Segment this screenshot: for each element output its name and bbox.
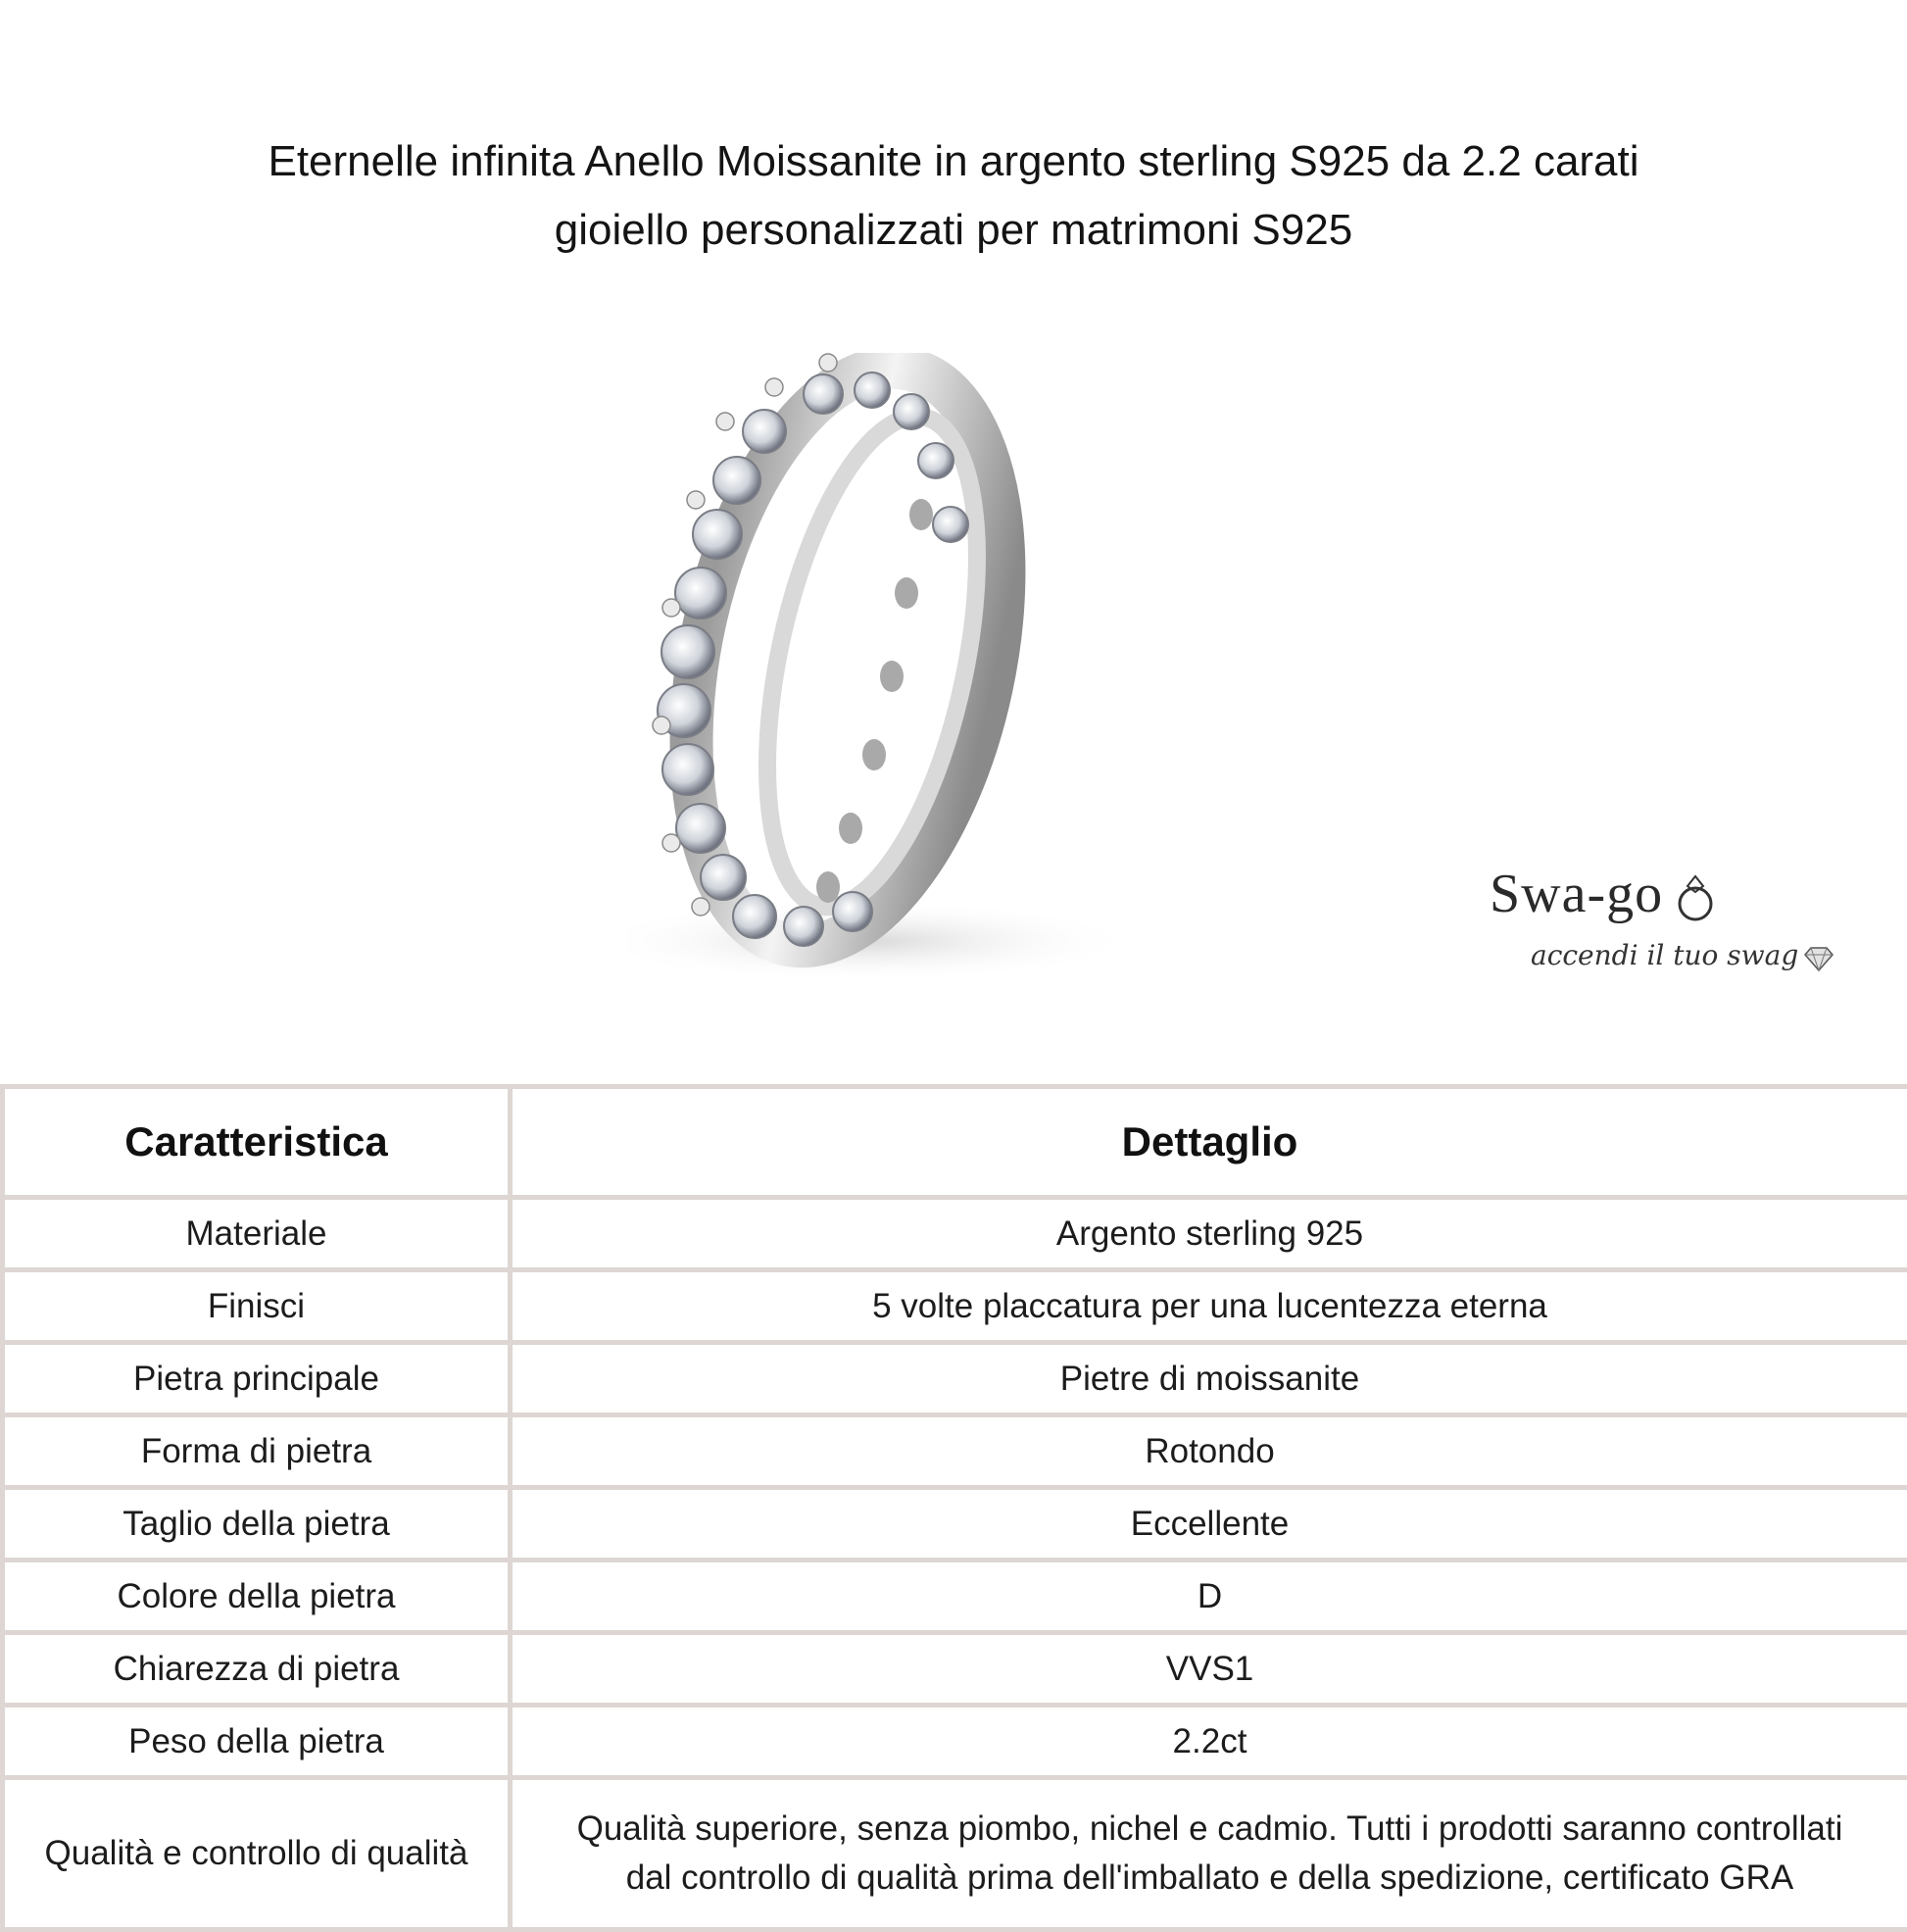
row-label: Qualità e controllo di qualità <box>3 1778 511 1930</box>
row-value: VVS1 <box>511 1633 1907 1706</box>
table-header-row <box>3 1087 1907 1198</box>
table-row <box>3 1633 1907 1706</box>
column-header-feature: Caratteristica <box>3 1087 511 1198</box>
row-label: Pietra principale <box>3 1343 511 1415</box>
product-title <box>98 127 1809 265</box>
table-row <box>3 1778 1907 1930</box>
row-label: Taglio della pietra <box>3 1488 511 1560</box>
row-label: Materiale <box>3 1198 511 1270</box>
column-header-detail: Dettaglio <box>511 1087 1907 1198</box>
row-label: Peso della pietra <box>3 1706 511 1778</box>
ring-icon <box>1674 870 1717 925</box>
product-title-line-1: Eternelle infinita Anello Moissanite in argento sterling S925 da 2.2 carati <box>98 127 1809 196</box>
row-value: D <box>511 1560 1907 1633</box>
row-label: Colore della pietra <box>3 1560 511 1633</box>
brand-logo <box>1470 863 1862 1000</box>
row-value: Pietre di moissanite <box>511 1343 1907 1415</box>
row-label: Forma di pietra <box>3 1415 511 1488</box>
diamond-icon <box>1801 945 1836 972</box>
table-row <box>3 1488 1907 1560</box>
row-label: Finisci <box>3 1270 511 1343</box>
row-value <box>511 1778 1907 1930</box>
brand-name: Swa-go <box>1490 863 1663 925</box>
row-value: Rotondo <box>511 1415 1907 1488</box>
table-row <box>3 1706 1907 1778</box>
row-value: 2.2ct <box>511 1706 1907 1778</box>
specifications-table <box>0 1084 1907 1932</box>
ring-product-image <box>627 353 1313 1019</box>
table-row <box>3 1198 1907 1270</box>
table-row <box>3 1560 1907 1633</box>
row-value: 5 volte placcatura per una lucentezza eterna <box>511 1270 1907 1343</box>
row-value: Eccellente <box>511 1488 1907 1560</box>
table-row <box>3 1270 1907 1343</box>
brand-tagline: accendi il tuo swag <box>1531 939 1798 971</box>
row-label: Chiarezza di pietra <box>3 1633 511 1706</box>
row-value-line-1: Qualità superiore, senza piombo, nichel e cadmio. Tutti i prodotti saranno controllati <box>518 1805 1901 1854</box>
product-title-line-2: gioiello personalizzati per matrimoni S925 <box>98 196 1809 265</box>
table-row <box>3 1415 1907 1488</box>
table-row <box>3 1343 1907 1415</box>
row-value-line-2: dal controllo di qualità prima dell'imballato e della spedizione, certificato GRA <box>518 1854 1901 1903</box>
row-value: Argento sterling 925 <box>511 1198 1907 1270</box>
